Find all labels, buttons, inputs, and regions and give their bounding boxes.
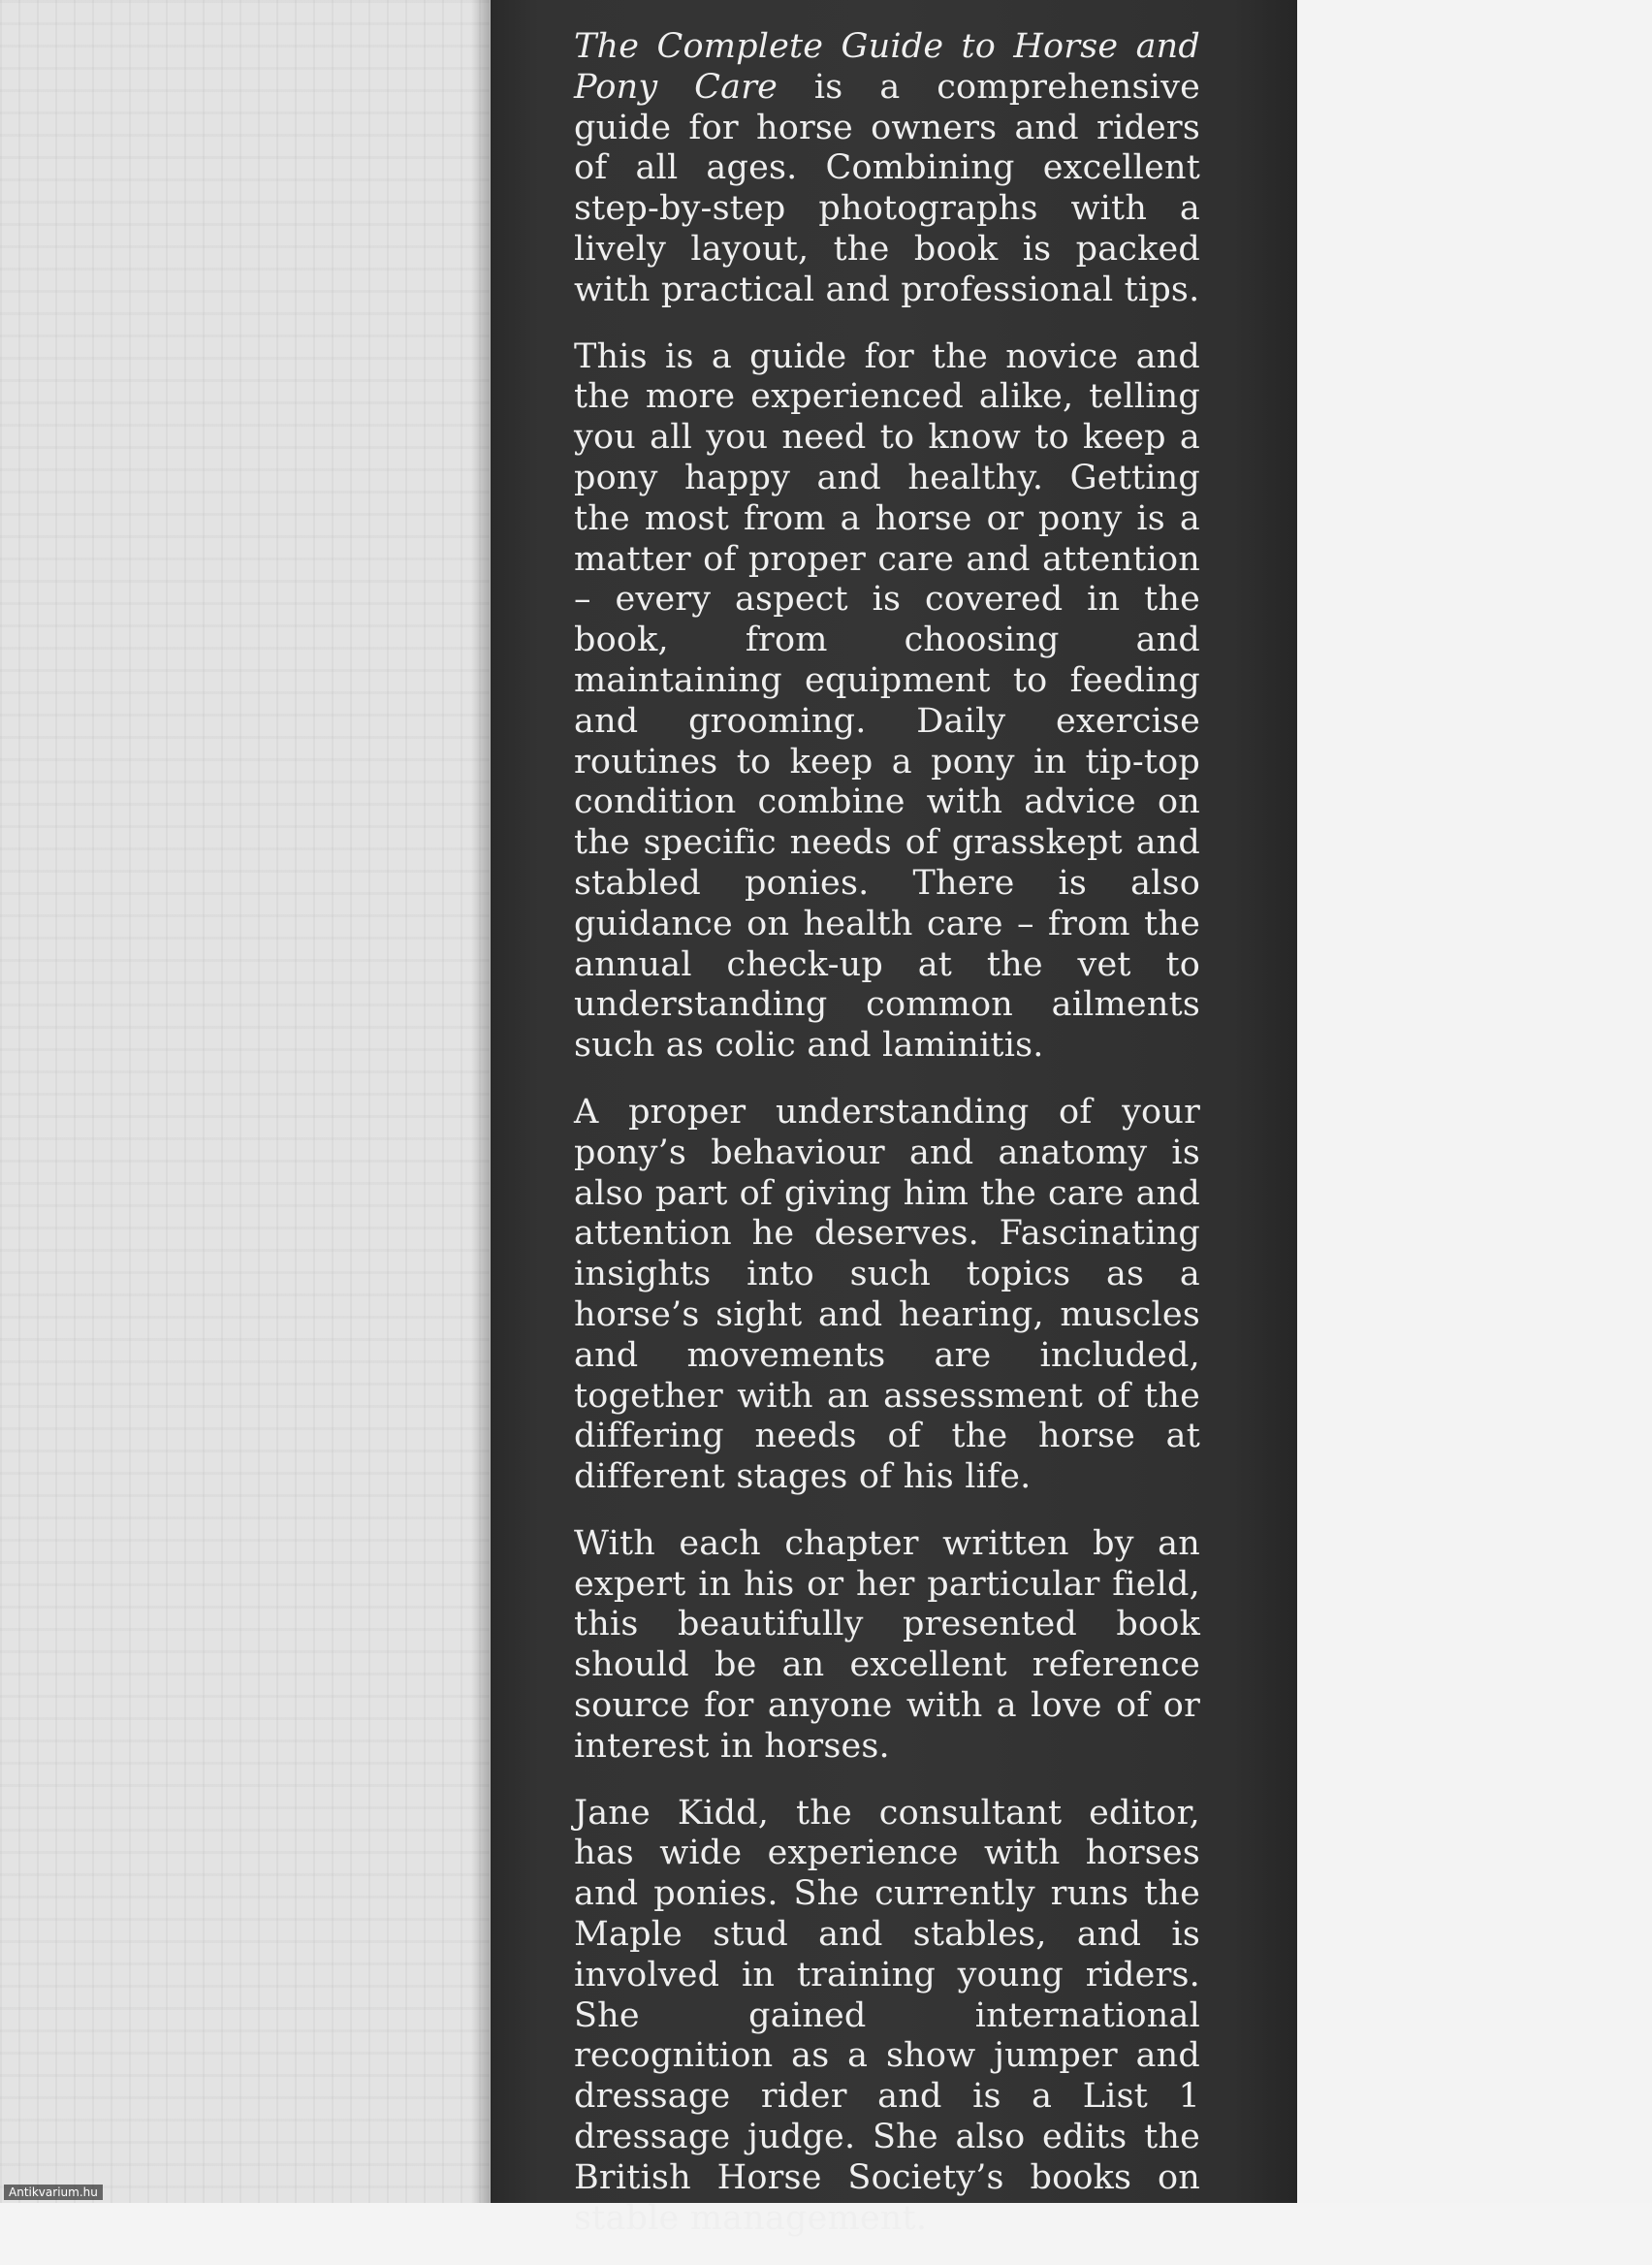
book-cover-surface: [0, 0, 490, 2203]
paragraph-guide: This is a guide for the novice and the more experienced alike, telling you all you need to know to keep a pony happy and healthy. Getting the most from a horse or pony is a matter of proper care and attention – every aspect is covered in the book, from choosing and maintaining equipment to feeding and grooming. Daily exercise routines to keep a pony in tip-top condition combine with advice on the specific needs of grasskept and stabled ponies. There is also guidance on health care – from the annual check-up at the vet to understanding common ailments such as colic and laminitis.: [574, 336, 1200, 1066]
cover-edge-shadow: [471, 0, 491, 2203]
paragraph-intro: [574, 27, 1200, 311]
book-title: The Complete Guide to Horse and Pony Care: [574, 27, 1200, 107]
watermark-label: Antikvarium.hu: [4, 2185, 103, 2200]
flap-text-block: [574, 27, 1200, 2265]
background-surface: [1297, 0, 1652, 2203]
dust-jacket-flap: [491, 0, 1297, 2238]
paragraph-chapters: With each chapter written by an expert in his or her particular field, this beautifully presented book should be an excellent reference source for anyone with a love of or interest in horses.: [574, 1523, 1200, 1766]
intro-text: is a comprehensive guide for horse owners and riders of all ages. Combining excellent step-by-step photographs with a lively layout, the book is packed with practical and professional tips.: [574, 67, 1200, 309]
paragraph-editor: Jane Kidd, the consultant editor, has wide experience with horses and ponies. She currently runs the Maple stud and stables, and is involved in training young riders. She gained international recognition as a show jumper and dressage rider and is a List 1 dressage judge. She also edits the British Horse Society’s books on stable management.: [574, 1793, 1200, 2238]
paragraph-understanding: A proper understanding of your pony’s behaviour and anatomy is also part of giving him the care and attention he deserves. Fascinating insights into such topics as a horse’s sight and hearing, muscles and movements are included, together with an assessment of the differing needs of the horse at different stages of his life.: [574, 1092, 1200, 1497]
